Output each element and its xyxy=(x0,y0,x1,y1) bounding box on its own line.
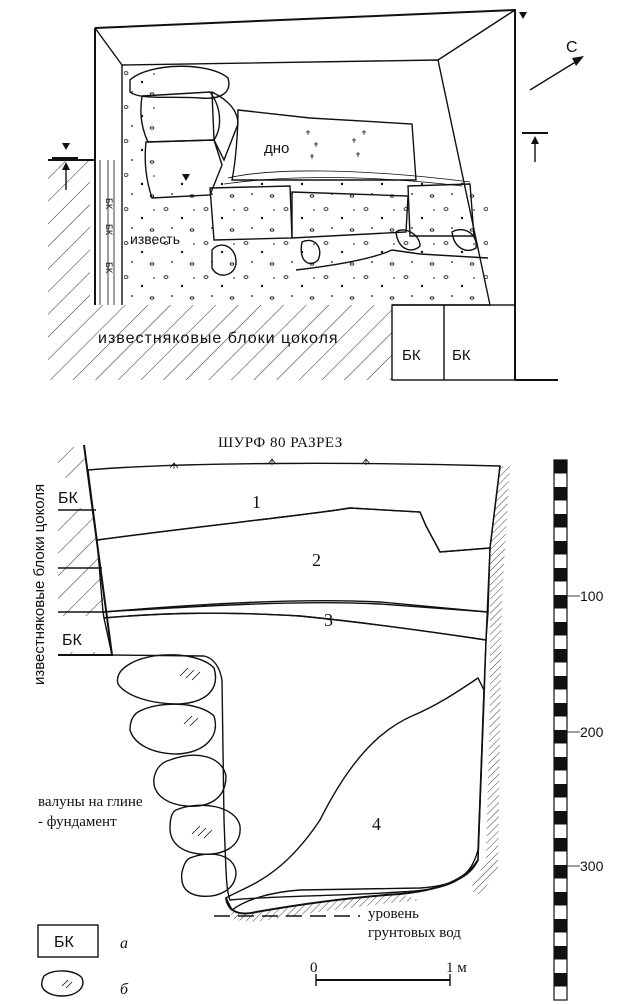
layer-2 xyxy=(97,508,490,612)
scale-segment xyxy=(554,784,567,798)
section-marker-right xyxy=(522,133,548,162)
corner-marker xyxy=(519,12,527,19)
plan-bk-strip xyxy=(100,160,114,305)
scale-segment xyxy=(554,838,567,852)
scale-zero: 0 xyxy=(310,960,318,976)
legend-letter-a: а xyxy=(120,935,128,952)
scale-segment xyxy=(554,622,567,636)
scale-segment xyxy=(554,730,567,744)
section-side-label: известняковые блоки цоколя xyxy=(31,483,48,685)
scale-segment xyxy=(554,541,567,555)
scale-segment xyxy=(554,919,567,933)
scale-segment xyxy=(554,487,567,501)
section-drawing xyxy=(31,435,604,1000)
scale-segment xyxy=(554,568,567,582)
groundwater-label-2: грунтовых вод xyxy=(368,925,461,941)
scale-segment xyxy=(554,811,567,825)
layer-1-number: 1 xyxy=(252,492,261,512)
layer-3 xyxy=(103,601,488,640)
vertical-scale-bar xyxy=(554,460,604,1000)
section-title: ШУРФ 80 РАЗРЕЗ xyxy=(218,435,343,451)
legend-boulder-icon xyxy=(42,971,83,996)
scale-one-meter: 1 м xyxy=(446,960,467,976)
bk-small-2: БК xyxy=(104,224,114,236)
bottom-label: дно xyxy=(264,140,290,157)
scale-segment xyxy=(554,514,567,528)
layer-4-number: 4 xyxy=(372,814,381,834)
groundwater-label-1: уровень xyxy=(368,906,420,922)
scale-segment xyxy=(554,757,567,771)
plan-bk-boxes xyxy=(392,305,515,380)
bk-small-3: БК xyxy=(104,262,114,274)
scale-segment xyxy=(554,676,567,690)
scale-segment xyxy=(554,703,567,717)
bk-top: БК xyxy=(58,490,78,507)
scale-segment xyxy=(554,460,567,474)
bk-bottom: БК xyxy=(62,632,82,649)
scale-segment xyxy=(554,649,567,663)
layer-lower-fill xyxy=(104,613,486,900)
lime-label: известь xyxy=(130,231,181,247)
legend-bk-box: БК xyxy=(54,934,74,951)
bk-box-left: БК xyxy=(402,347,421,364)
bottom-marks xyxy=(306,130,366,159)
scale-segment xyxy=(554,595,567,609)
boulders-label-2: - фундамент xyxy=(38,814,117,830)
north-label: С xyxy=(566,39,578,56)
north-arrow xyxy=(530,39,584,90)
plan-blocks-label: известняковые блоки цоколя xyxy=(98,330,339,347)
right-wall-hatch xyxy=(470,466,510,895)
scale-segment xyxy=(554,892,567,906)
layer-3-number: 3 xyxy=(324,610,333,630)
scale-segment xyxy=(554,946,567,960)
layer-1 xyxy=(88,463,500,552)
legend-letter-b: б xyxy=(120,981,129,998)
layer-4 xyxy=(226,678,484,910)
layer-2-number: 2 xyxy=(312,550,321,570)
boulders-label-1: валуны на глине xyxy=(38,794,143,810)
bottom-area xyxy=(232,110,416,180)
scale-tick-200: 200 xyxy=(580,724,604,740)
section-blocks-column xyxy=(31,445,112,685)
bk-small-1: БК xyxy=(104,198,114,210)
scale-tick-100: 100 xyxy=(580,588,604,604)
bk-box-right: БК xyxy=(452,347,471,364)
scale-tick-300: 300 xyxy=(580,858,604,874)
scale-segment xyxy=(554,973,567,987)
plan-drawing xyxy=(48,10,584,380)
scale-segment xyxy=(554,865,567,879)
